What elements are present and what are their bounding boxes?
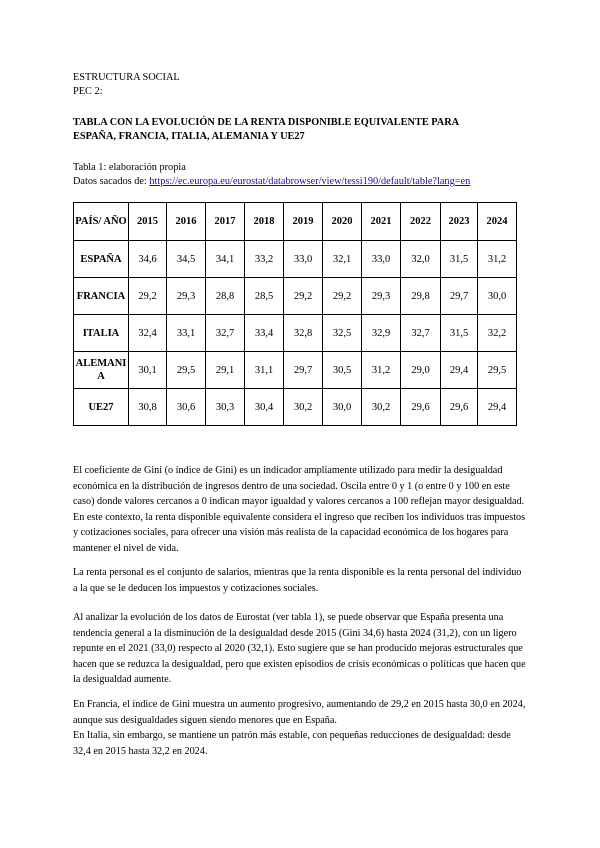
value-cell: 30,0 <box>478 278 517 315</box>
value-cell: 30,0 <box>323 389 362 426</box>
value-cell: 28,8 <box>206 278 245 315</box>
value-cell: 29,2 <box>129 278 167 315</box>
body-paragraph-renta <box>73 565 528 596</box>
value-cell: 29,5 <box>478 352 517 389</box>
table-row <box>74 352 517 389</box>
value-cell: 29,4 <box>478 389 517 426</box>
value-cell: 30,8 <box>129 389 167 426</box>
value-cell: 29,0 <box>401 352 441 389</box>
value-cell: 32,0 <box>401 241 441 278</box>
value-cell: 32,2 <box>478 315 517 352</box>
value-cell: 31,1 <box>245 352 284 389</box>
value-cell: 29,3 <box>362 278 401 315</box>
paragraph-text: El coeficiente de Gini (o índice de Gini) es un indicador ampliamente utilizado para medir la desigualdad económica en la distribución de ingresos dentro de una sociedad. Oscila entre 0 y 1 (o entre 0 y 100 en este caso) donde valores cercanos a 0 indican mayor igualdad y valores cercanos a 100 reflejan mayor desigualdad. En este contexto, la renta disponible equivalente considera el ingreso que reciben los individuos tras impuestos y cotizaciones sociales, para ofrecer una visión más realista de la capacidad económica de los hogares para mantener el nivel de vida. <box>73 465 526 554</box>
table-row <box>74 389 517 426</box>
value-cell: 33,1 <box>167 315 206 352</box>
value-cell: 33,2 <box>245 241 284 278</box>
year-header: 2020 <box>323 203 362 241</box>
document-title-line2: ESPAÑA, FRANCIA, ITALIA, ALEMANIA Y UE27 <box>73 131 305 142</box>
country-cell: FRANCIA <box>74 278 129 315</box>
country-cell: ALEMANIA <box>74 352 129 389</box>
value-cell: 32,7 <box>206 315 245 352</box>
value-cell: 34,5 <box>167 241 206 278</box>
year-header: 2023 <box>441 203 478 241</box>
year-header: 2016 <box>167 203 206 241</box>
value-cell: 34,6 <box>129 241 167 278</box>
value-cell: 29,8 <box>401 278 441 315</box>
table-row <box>74 241 517 278</box>
table-row <box>74 315 517 352</box>
year-header: 2022 <box>401 203 441 241</box>
year-header: 2015 <box>129 203 167 241</box>
year-header: 2017 <box>206 203 245 241</box>
value-cell: 32,8 <box>284 315 323 352</box>
value-cell: 29,6 <box>401 389 441 426</box>
year-header: 2024 <box>478 203 517 241</box>
source-line <box>73 175 470 189</box>
value-cell: 32,1 <box>323 241 362 278</box>
body-paragraph-gini <box>73 463 528 556</box>
value-cell: 29,1 <box>206 352 245 389</box>
value-cell: 30,2 <box>362 389 401 426</box>
value-cell: 30,6 <box>167 389 206 426</box>
table-header-row <box>74 203 517 241</box>
value-cell: 32,5 <box>323 315 362 352</box>
value-cell: 33,4 <box>245 315 284 352</box>
value-cell: 30,2 <box>284 389 323 426</box>
value-cell: 29,4 <box>441 352 478 389</box>
paragraph-text: En Italia, sin embargo, se mantiene un patrón más estable, con pequeñas reducciones de desigualdad: desde 32,4 en 2015 hasta 32,2 en 2024. <box>73 730 511 757</box>
gini-table <box>73 202 517 426</box>
value-cell: 29,7 <box>441 278 478 315</box>
paragraph-text: Al analizar la evolución de los datos de Eurostat (ver tabla 1), se puede observar que España presenta una tendencia general a la disminución de la desigualdad desde 2015 (Gini 34,6) hasta 2024 (31,2), con un ligero repunte en el 2021 (33,0) respecto al 2020 (32,1). Esto sugiere que se han producido mejoras estructurales que hacen que se reduzca la desigualdad, pero que existen episodios de crisis económicas o políticas que hacen que la desigualdad aumente. <box>73 612 526 685</box>
value-cell: 29,7 <box>284 352 323 389</box>
value-cell: 29,3 <box>167 278 206 315</box>
value-cell: 29,2 <box>323 278 362 315</box>
table-row <box>74 278 517 315</box>
paragraph-text: La renta personal es el conjunto de salarios, mientras que la renta disponible es la renta personal del individuo a la que se le deducen los impuestos y cotizaciones sociales. <box>73 567 522 594</box>
value-cell: 32,9 <box>362 315 401 352</box>
paragraph-text: En Francia, el índice de Gini muestra un aumento progresivo, aumentando de 29,2 en 2015 hasta 30,0 en 2024, aunque sus desigualdades siguen siendo menores que en España. <box>73 699 526 726</box>
country-cell: ESPAÑA <box>74 241 129 278</box>
value-cell: 28,5 <box>245 278 284 315</box>
body-paragraph-francia-italia <box>73 697 528 759</box>
value-cell: 33,0 <box>284 241 323 278</box>
value-cell: 34,1 <box>206 241 245 278</box>
table-caption: Tabla 1: elaboración propia <box>73 162 186 173</box>
country-cell: ITALIA <box>74 315 129 352</box>
value-cell: 31,2 <box>478 241 517 278</box>
corner-header: PAÍS/ AÑO <box>74 203 129 241</box>
course-name: ESTRUCTURA SOCIAL <box>73 72 180 83</box>
value-cell: 33,0 <box>362 241 401 278</box>
value-cell: 29,6 <box>441 389 478 426</box>
assignment-label: PEC 2: <box>73 86 103 97</box>
value-cell: 29,2 <box>284 278 323 315</box>
value-cell: 30,1 <box>129 352 167 389</box>
document-title-line1: TABLA CON LA EVOLUCIÓN DE LA RENTA DISPONIBLE EQUIVALENTE PARA <box>73 117 460 128</box>
value-cell: 30,4 <box>245 389 284 426</box>
body-paragraph-espana <box>73 610 528 688</box>
year-header: 2019 <box>284 203 323 241</box>
value-cell: 32,4 <box>129 315 167 352</box>
value-cell: 30,5 <box>323 352 362 389</box>
value-cell: 32,7 <box>401 315 441 352</box>
value-cell: 31,5 <box>441 315 478 352</box>
source-prefix: Datos sacados de: <box>73 176 150 187</box>
year-header: 2021 <box>362 203 401 241</box>
year-header: 2018 <box>245 203 284 241</box>
country-cell: UE27 <box>74 389 129 426</box>
source-link[interactable]: https://ec.europa.eu/eurostat/databrowser/view/tessi190/default/table?lang=en <box>149 176 471 187</box>
value-cell: 31,5 <box>441 241 478 278</box>
value-cell: 29,5 <box>167 352 206 389</box>
value-cell: 31,2 <box>362 352 401 389</box>
value-cell: 30,3 <box>206 389 245 426</box>
